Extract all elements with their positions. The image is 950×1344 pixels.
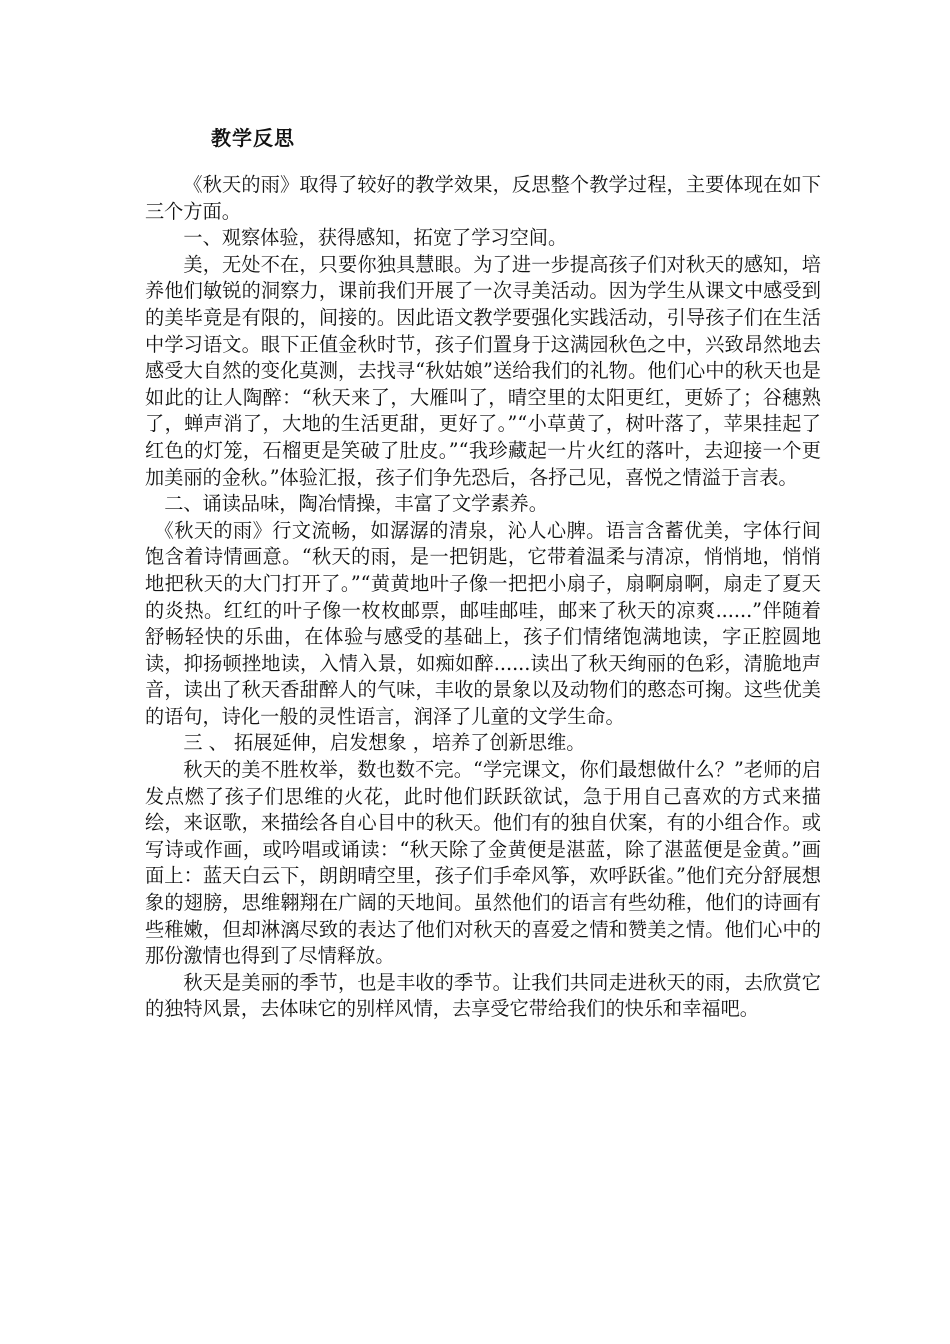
section-heading-2: 二、诵读品味，陶冶情操，丰富了文学素养。 (164, 492, 548, 516)
document-body (145, 172, 821, 1023)
section-1-paragraph: 美，无处不在，只要你独具慧眼。为了进一步提高孩子们对秋天的感知，培养他们敏锐的洞察力，课前我们开展了一次寻美活动。因为学生从课文中感受到的美毕竟是有限的，间接的。因此语文教学要强化实践活动，引导孩子们在生活中学习语文。眼下正值金秋时节，孩子们置身于这满园秋色之中，兴致昂然地去感受大自然的变化莫测，去找寻“秋姑娘”送给我们的礼物。他们心中的秋天也是如此的让人陶醉：“秋天来了，大雁叫了，晴空里的太阳更红，更娇了；谷穗熟了，蝉声消了，大地的生活更甜，更好了。”“小草黄了，树叶落了，苹果挂起了红色的灯笼，石榴更是笑破了肚皮。”“我珍藏起一片火红的落叶，去迎接一个更加美丽的金秋。”体验汇报，孩子们争先恐后，各抒己见，喜悦之情溢于言表。 (145, 252, 821, 489)
closing-paragraph: 秋天是美丽的季节，也是丰收的季节。让我们共同走进秋天的雨，去欣赏它的独特风景，去体味它的别样风情，去享受它带给我们的快乐和幸福吧。 (145, 970, 821, 1021)
section-3-paragraph: 秋天的美不胜枚举，数也数不完。“学完课文，你们最想做什么？”老师的启发点燃了孩子们思维的火花，此时他们跃跃欲试，急于用自己喜欢的方式来描绘，来讴歌，来描绘各自心目中的秋天。他们有的独自伏案，有的小组合作。或写诗或作画，或吟唱或诵读：“秋天除了金黄便是湛蓝，除了湛蓝便是金黄。”画面上：蓝天白云下，朗朗晴空里，孩子们手牵风筝，欢呼跃雀。”他们充分舒展想象的翅膀，思维翱翔在广阔的天地间。虽然他们的语言有些幼稚，他们的诗画有些稚嫩，但却淋漓尽致的表达了他们对秋天的喜爱之情和赞美之情。他们心中的那份激情也得到了尽情释放。 (145, 758, 821, 968)
section-heading-1: 一、观察体验，获得感知，拓宽了学习空间。 (183, 226, 568, 250)
intro-paragraph: 《秋天的雨》取得了较好的教学效果，反思整个教学过程，主要体现在如下三个方面。 (145, 173, 821, 223)
section-heading-3: 三 、 拓展延伸，启发想象 ，培养了创新思维。 (183, 731, 586, 755)
document-title: 教学反思 (211, 126, 295, 150)
section-2-paragraph: 《秋天的雨》行文流畅，如潺潺的清泉，沁人心脾。语言含蓄优美，字体行间饱含着诗情画意。“秋天的雨，是一把钥匙，它带着温柔与清凉，悄悄地，悄悄地把秋天的大门打开了。”“黄黄地叶子像一把把小扇子，扇啊扇啊，扇走了夏天的炎热。红红的叶子像一枚枚邮票，邮哇邮哇，邮来了秋天的凉爽......”伴随着舒畅轻快的乐曲，在体验与感受的基础上，孩子们情绪饱满地读，字正腔圆地读，抑扬顿挫地读，入情入景，如痴如醉......读出了秋天绚丽的色彩，清脆地声音，读出了秋天香甜醉人的气味，丰收的景象以及动物们的憨态可掬。这些优美的语句，诗化一般的灵性语言，润泽了儿童的文学生命。 (145, 518, 821, 728)
